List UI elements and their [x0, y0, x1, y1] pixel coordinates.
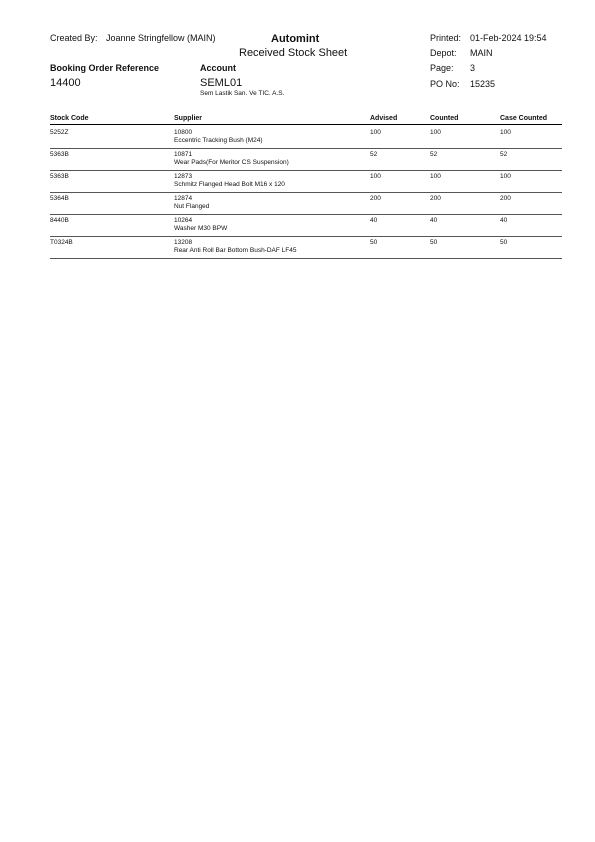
supplier-code: 10264: [174, 217, 193, 224]
account-label: Account: [200, 63, 236, 73]
case-counted-qty: 40: [500, 217, 508, 224]
depot-label: Depot:: [430, 48, 457, 58]
booking-value: 14400: [50, 77, 81, 89]
supplier-code: 12873: [174, 173, 193, 180]
item-description: Eccentric Tracking Bush (M24): [174, 137, 263, 144]
advised-qty: 200: [370, 195, 381, 202]
stock-code: 5252Z: [50, 129, 69, 136]
counted-qty: 40: [430, 217, 438, 224]
printed-value: 01-Feb-2024 19:54: [470, 33, 547, 43]
counted-qty: 200: [430, 195, 441, 202]
case-counted-qty: 52: [500, 151, 508, 158]
page-label: Page:: [430, 63, 454, 73]
supplier-code: 12874: [174, 195, 193, 202]
created-by-value: Joanne Stringfellow (MAIN): [106, 33, 216, 43]
account-code: SEML01: [200, 77, 243, 89]
item-description: Washer M30 BPW: [174, 225, 228, 232]
item-description: Nut Flanged: [174, 203, 210, 210]
stock-code: 5363B: [50, 173, 69, 180]
counted-qty: 50: [430, 239, 438, 246]
item-description: Wear Pads(For Meritor CS Suspension): [174, 159, 289, 166]
col-supplier: Supplier: [174, 115, 203, 122]
col-stock-code: Stock Code: [50, 115, 89, 122]
col-case-counted: Case Counted: [500, 115, 548, 122]
table-row: [50, 192, 562, 215]
created-by-label: Created By:: [50, 33, 98, 43]
page-value: 3: [470, 63, 476, 73]
po-value: 15235: [470, 79, 496, 89]
stock-code: 5363B: [50, 151, 69, 158]
supplier-code: 10800: [174, 129, 193, 136]
po-label: PO No:: [430, 79, 460, 89]
table-header: [50, 114, 562, 125]
col-advised: Advised: [370, 115, 398, 122]
advised-qty: 100: [370, 173, 381, 180]
advised-qty: 50: [370, 239, 378, 246]
depot-value: MAIN: [470, 48, 493, 58]
stock-code: T0324B: [50, 239, 73, 246]
col-counted: Counted: [430, 115, 459, 122]
supplier-code: 10871: [174, 151, 193, 158]
advised-qty: 52: [370, 151, 378, 158]
counted-qty: 100: [430, 129, 441, 136]
advised-qty: 100: [370, 129, 381, 136]
case-counted-qty: 100: [500, 173, 511, 180]
table-row: [50, 126, 562, 149]
table-row: [50, 148, 562, 171]
table-row: [50, 214, 562, 237]
item-description: Rear Anti Roll Bar Bottom Bush-DAF LF45: [174, 247, 297, 254]
account-name: Sem Lastik San. Ve TIC. A.S.: [200, 90, 285, 97]
stock-code: 8440B: [50, 217, 69, 224]
booking-label: Booking Order Reference: [50, 63, 160, 73]
table-row: [50, 170, 562, 193]
supplier-code: 13208: [174, 239, 193, 246]
stock-code: 5364B: [50, 195, 69, 202]
document-title: Received Stock Sheet: [239, 47, 348, 59]
table-row: [50, 236, 562, 259]
company-name: Automint: [271, 33, 320, 45]
case-counted-qty: 50: [500, 239, 508, 246]
printed-label: Printed:: [430, 33, 462, 43]
item-description: Schmitz Flanged Head Bolt M16 x 120: [174, 181, 285, 188]
case-counted-qty: 200: [500, 195, 511, 202]
counted-qty: 52: [430, 151, 438, 158]
advised-qty: 40: [370, 217, 378, 224]
counted-qty: 100: [430, 173, 441, 180]
case-counted-qty: 100: [500, 129, 511, 136]
